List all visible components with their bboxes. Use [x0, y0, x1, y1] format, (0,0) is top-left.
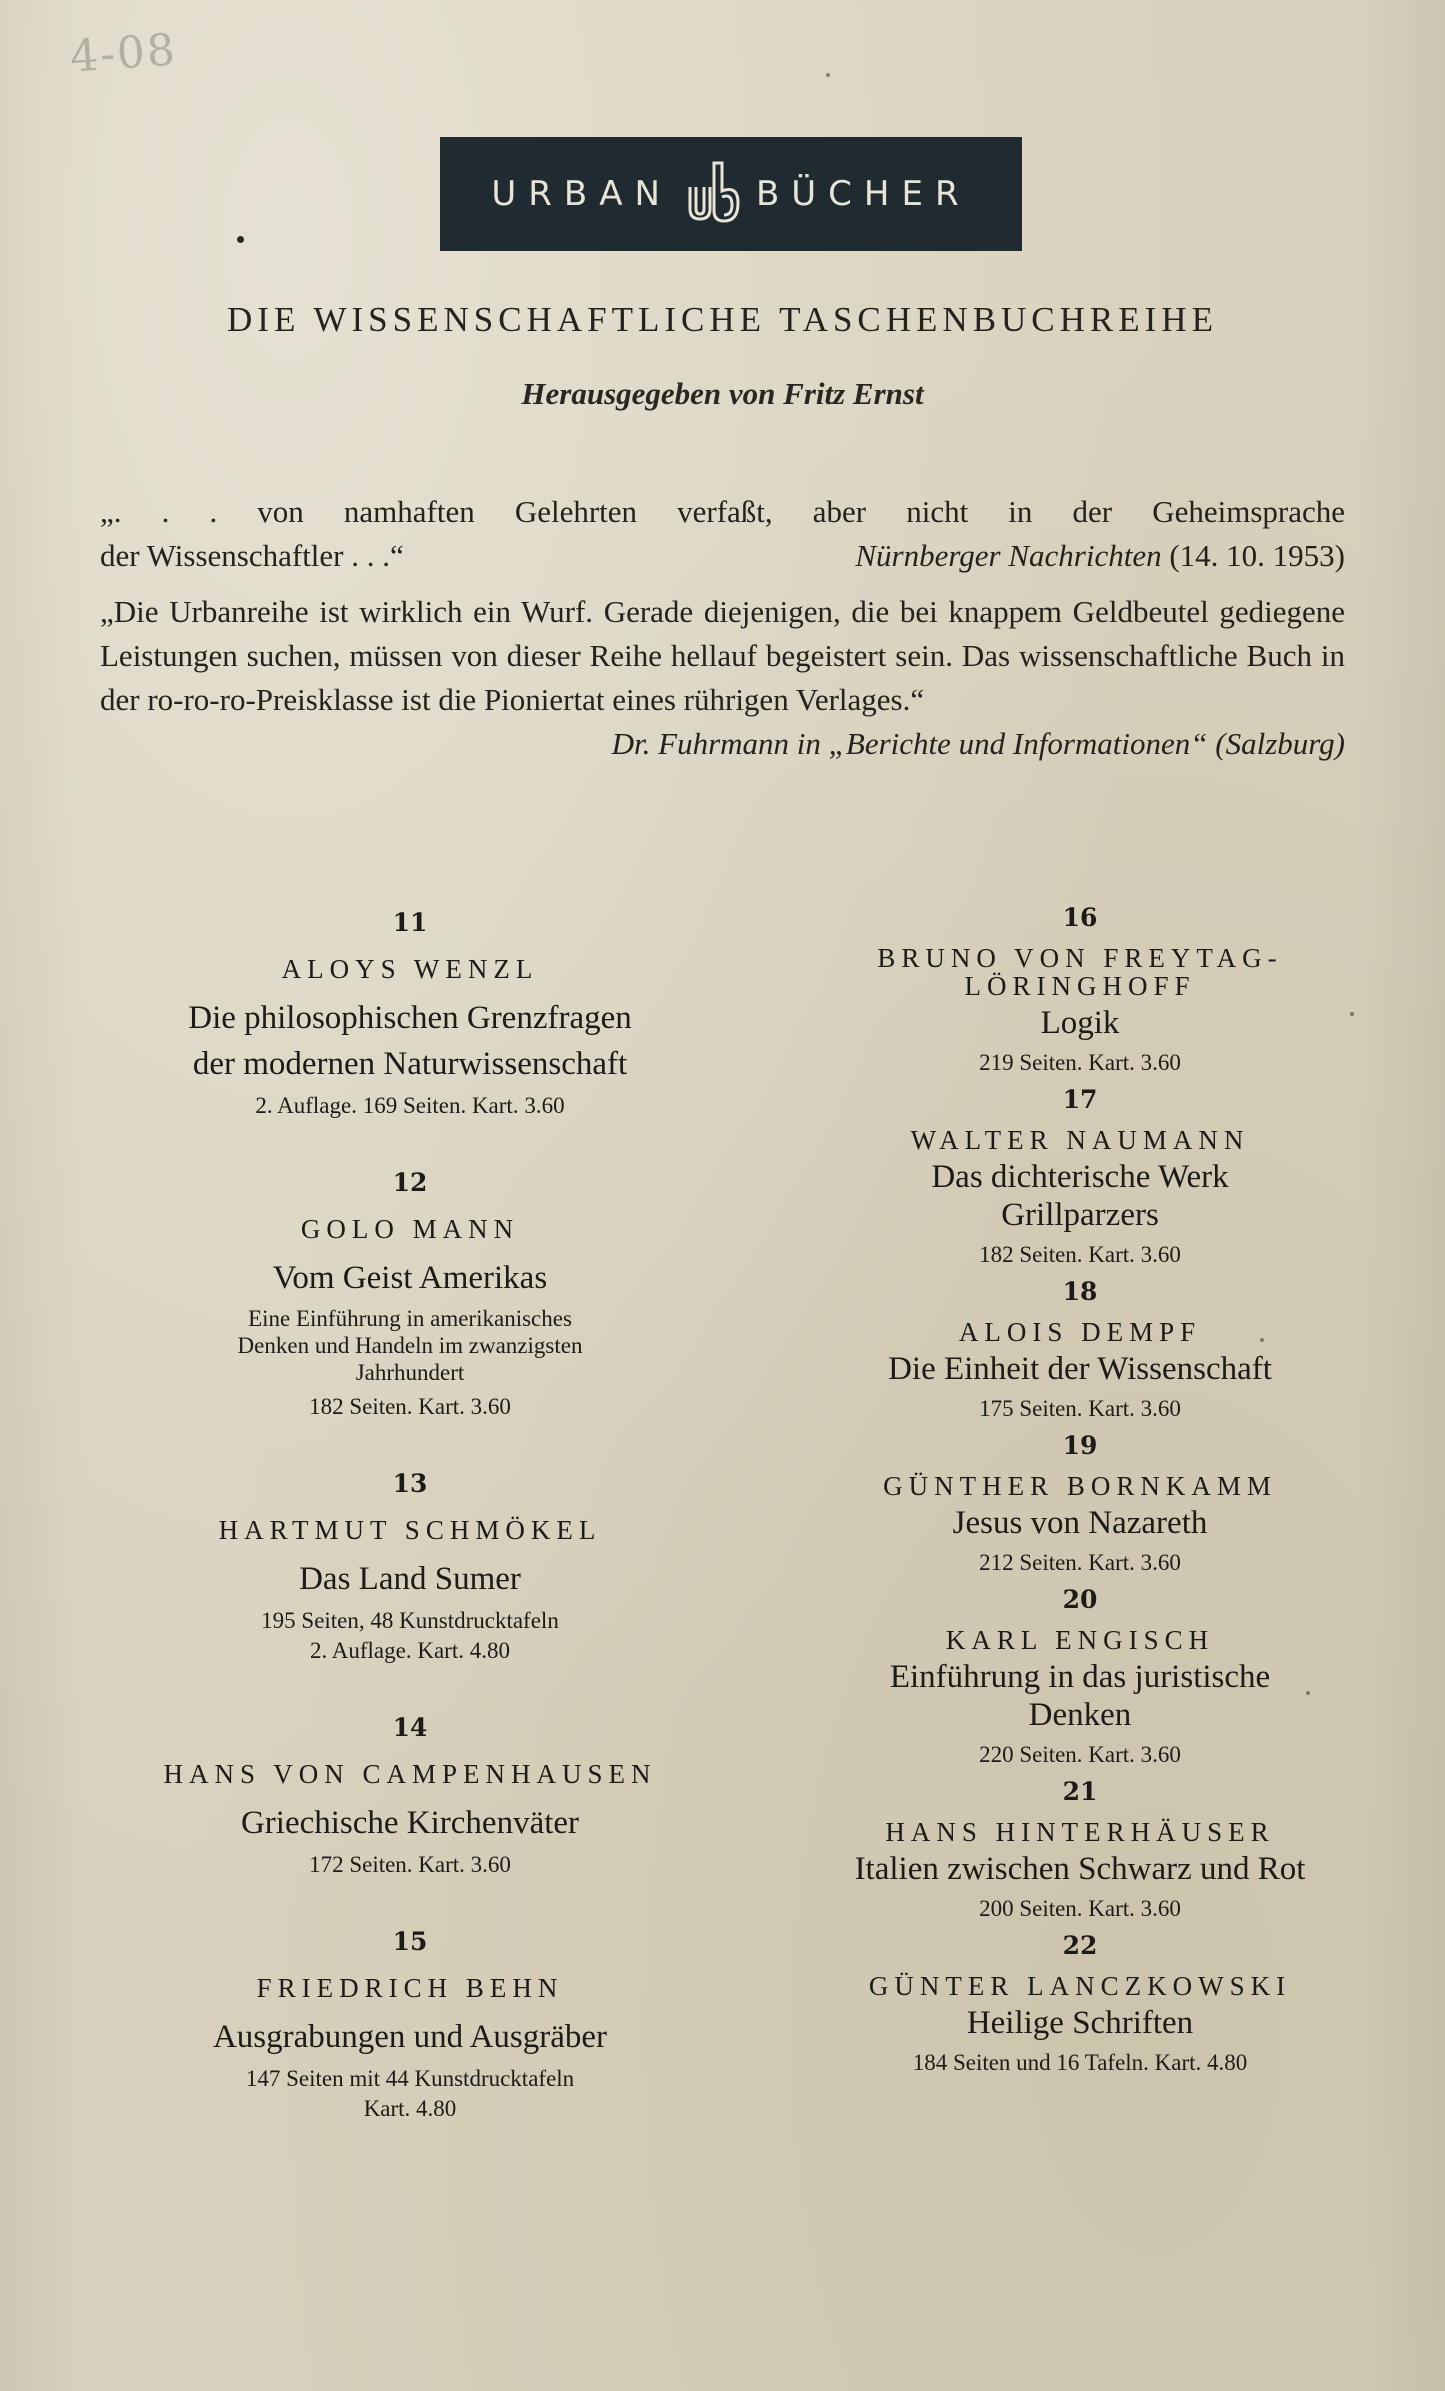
book-entry-21 [775, 1774, 1385, 1924]
book-title-line: Die philosophischen Grenzfragen [188, 1000, 632, 1036]
book-meta: 182 Seiten. Kart. 3.60 [979, 1242, 1181, 1267]
book-title-line: Griechische Kirchenväter [240, 1805, 580, 1841]
book-title-line: Das Land Sumer [299, 1561, 521, 1597]
book-title-line: der modernen Naturwissenschaft [192, 1046, 628, 1082]
book-meta: 2. Auflage. 169 Seiten. Kart. 3.60 [255, 1093, 565, 1118]
book-author-line: BRUNO VON FREYTAG- [877, 943, 1283, 973]
press-quotes [100, 490, 1345, 766]
book-number: 17 [1062, 1085, 1098, 1114]
book-entry-22 [775, 1928, 1385, 2078]
book-title-line: Grillparzers [1001, 1197, 1159, 1233]
book-author-line: ALOIS DEMPF [958, 1317, 1202, 1347]
book-author-line: HANS HINTERHÄUSER [885, 1817, 1275, 1847]
book-entry-14 [90, 1710, 730, 1880]
book-title-line: Einführung in das juristische [889, 1659, 1271, 1695]
book-number: 21 [1062, 1777, 1098, 1806]
book-author-line: GÜNTER LANCZKOWSKI [868, 1971, 1292, 2001]
book-entry-19 [775, 1428, 1385, 1578]
book-title-line: Jesus von Nazareth [952, 1505, 1208, 1541]
quote-fuhrmann: „Die Urbanreihe ist wirklich ein Wurf. Gerade diejenigen, die bei knappem Geldbeutel gediegene Leistungen suchen, müssen von dieser Reihe hellauf begeistert sein. Das wissenschaftliche Buch in der ro-ro-ro-Preisklasse ist die Pioniertat eines rührigen Verlages.“ [100, 594, 1345, 717]
book-number: 11 [392, 908, 428, 937]
book-meta: 182 Seiten. Kart. 3.60 [309, 1394, 511, 1419]
book-number: 18 [1062, 1277, 1098, 1306]
book-title-line: Italien zwischen Schwarz und Rot [854, 1851, 1306, 1887]
book-author: FRIEDRICH BEHN [256, 1973, 564, 2003]
book-entry-20 [775, 1582, 1385, 1770]
book-meta: 184 Seiten und 16 Tafeln. Kart. 4.80 [912, 2050, 1248, 2075]
book-number: 13 [392, 1469, 428, 1498]
book-meta: 172 Seiten. Kart. 3.60 [309, 1852, 511, 1877]
book-title-line: Die Einheit der Wissenschaft [888, 1351, 1272, 1387]
book-entry-17 [775, 1082, 1385, 1270]
book-author-line: LÖRINGHOFF [964, 971, 1196, 1001]
book-number: 14 [392, 1713, 428, 1742]
book-author-line: GÜNTHER BORNKAMM [883, 1471, 1277, 1501]
quote-2-attribution: Dr. Fuhrmann in „Berichte und Informationen“ (Salzburg) [611, 726, 1345, 761]
quote-1-date: (14. 10. 1953) [1169, 538, 1345, 573]
quote-1-line-2 [100, 534, 1345, 578]
quote-1-source: Nürnberger Nachrichten [855, 538, 1162, 573]
book-entry-12 [90, 1165, 730, 1422]
book-description-line: Denken und Handeln im zwanzigsten [237, 1333, 583, 1358]
series-title: DIE WISSENSCHAFTLICHE TASCHENBUCHREIHE [227, 300, 1218, 339]
book-entry-15 [90, 1924, 730, 2124]
book-author-line: KARL ENGISCH [945, 1625, 1215, 1655]
book-title-line: Denken [1028, 1697, 1132, 1733]
quote-nuernberger [100, 490, 1345, 578]
book-author: HARTMUT SCHMÖKEL [218, 1515, 602, 1545]
banner-word-urban: URBAN [491, 174, 672, 214]
book-title-line: Heilige Schriften [966, 2005, 1194, 2041]
book-author: HANS VON CAMPENHAUSEN [163, 1759, 657, 1789]
ub-logo-icon [686, 159, 742, 229]
book-meta: 219 Seiten. Kart. 3.60 [979, 1050, 1181, 1075]
book-title-line: Ausgrabungen und Ausgräber [212, 2019, 608, 2055]
banner-word-buecher: BÜCHER [755, 174, 971, 214]
book-list-right [775, 900, 1385, 2082]
handwritten-pencil-note: 4-08 [68, 24, 179, 83]
book-entry-13 [90, 1466, 730, 1666]
quote-1-source-block [855, 534, 1345, 578]
book-entry-16 [775, 900, 1385, 1078]
book-number: 20 [1062, 1585, 1098, 1614]
book-author-line: WALTER NAUMANN [910, 1125, 1250, 1155]
book-meta: 220 Seiten. Kart. 3.60 [979, 1742, 1181, 1767]
book-entry-18 [775, 1274, 1385, 1424]
book-author: GOLO MANN [300, 1214, 520, 1244]
book-meta: 212 Seiten. Kart. 3.60 [979, 1550, 1181, 1575]
publisher-banner [440, 137, 1022, 251]
paper-speck [237, 236, 244, 243]
book-description-line: Eine Einführung in amerikanisches [248, 1306, 572, 1331]
editor-line: Herausgegeben von Fritz Ernst [521, 376, 924, 411]
book-number: 19 [1062, 1431, 1098, 1460]
book-title-line: Vom Geist Amerikas [272, 1260, 548, 1296]
book-title-line: Das dichterische Werk [931, 1159, 1229, 1195]
book-author: ALOYS WENZL [281, 954, 539, 984]
book-meta: 195 Seiten, 48 Kunstdrucktafeln [261, 1608, 559, 1633]
quote-1-line-1: „. . . von namhaften Gelehrten verfaßt, aber nicht in der Geheimsprache [100, 494, 1345, 529]
book-list-left [90, 905, 730, 2168]
book-number: 22 [1062, 1931, 1098, 1960]
book-description-line: Jahrhundert [355, 1360, 465, 1385]
book-number: 15 [392, 1927, 428, 1956]
book-meta: 147 Seiten mit 44 Kunstdrucktafeln [245, 2066, 575, 2091]
quote-1-line-2-text: der Wissenschaftler . . .“ [100, 538, 404, 573]
book-number: 16 [1062, 903, 1098, 932]
book-meta: Kart. 4.80 [363, 2096, 457, 2121]
book-meta: 200 Seiten. Kart. 3.60 [979, 1896, 1181, 1921]
book-number: 12 [392, 1168, 428, 1197]
book-meta: 2. Auflage. Kart. 4.80 [310, 1638, 510, 1663]
book-meta: 175 Seiten. Kart. 3.60 [979, 1396, 1181, 1421]
book-title-line: Logik [1040, 1005, 1120, 1041]
paper-speck [826, 73, 830, 77]
book-entry-11 [90, 905, 730, 1121]
